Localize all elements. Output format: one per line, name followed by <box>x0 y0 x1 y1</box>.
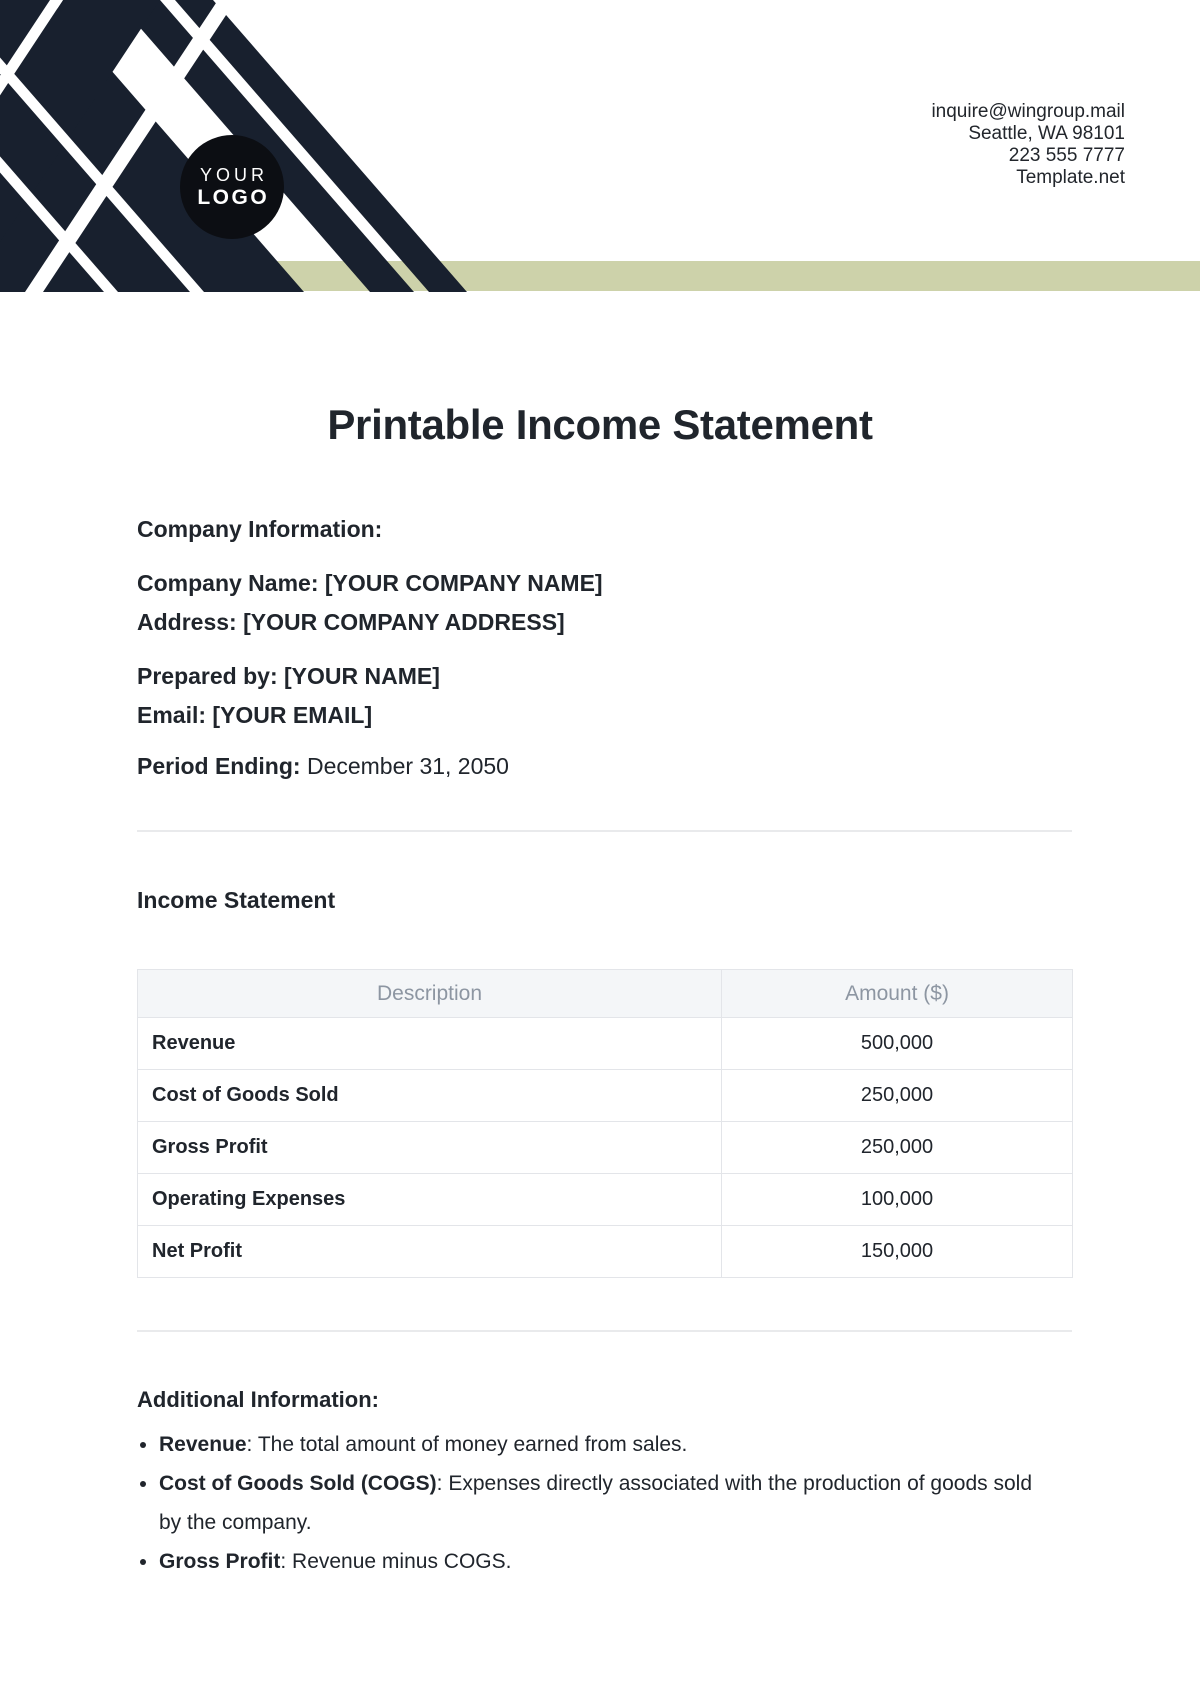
divider-top <box>137 830 1072 832</box>
contact-email: inquire@wingroup.mail <box>931 101 1125 122</box>
prepared-by-label: Prepared by: <box>137 663 278 689</box>
email-line <box>137 701 1072 729</box>
table-row <box>138 1070 1073 1122</box>
row-amount: 500,000 <box>722 1018 1073 1070</box>
bullet-text: : Revenue minus COGS. <box>280 1550 512 1573</box>
additional-info-heading: Additional Information: <box>137 1387 379 1412</box>
column-header-amount: Amount ($) <box>722 970 1073 1018</box>
table-row <box>138 1018 1073 1070</box>
bullet-term: Cost of Goods Sold (COGS) <box>159 1472 437 1495</box>
row-amount: 250,000 <box>722 1070 1073 1122</box>
row-amount: 100,000 <box>722 1174 1073 1226</box>
period-ending-label: Period Ending: <box>137 753 301 779</box>
logo-text-logo: LOGO <box>197 185 270 209</box>
company-info-heading: Company Information: <box>137 516 383 542</box>
period-ending-line <box>137 752 1072 780</box>
additional-info-section <box>137 1386 1072 1581</box>
income-statement-heading: Income Statement <box>137 887 336 913</box>
row-amount: 250,000 <box>722 1122 1073 1174</box>
list-item <box>137 1542 1032 1581</box>
bullet-text: : Expenses directly associated with the production of goods sold by the company. <box>159 1472 1032 1534</box>
period-ending-value: December 31, 2050 <box>306 753 509 779</box>
email-value: [YOUR EMAIL] <box>212 702 373 728</box>
company-address-value: [YOUR COMPANY ADDRESS] <box>243 609 565 635</box>
table-row <box>138 1226 1073 1278</box>
row-description: Operating Expenses <box>138 1174 722 1226</box>
row-description: Revenue <box>138 1018 722 1070</box>
document-title: Printable Income Statement <box>327 401 873 448</box>
contact-website: Template.net <box>1016 167 1125 188</box>
company-address-line <box>137 608 1072 636</box>
additional-info-list <box>137 1425 1032 1581</box>
row-description: Net Profit <box>138 1226 722 1278</box>
bullet-text: : The total amount of money earned from sales. <box>246 1433 688 1456</box>
bullet-term: Revenue <box>159 1433 247 1456</box>
company-name-label: Company Name: <box>137 570 319 596</box>
row-description: Gross Profit <box>138 1122 722 1174</box>
list-item <box>137 1425 1032 1464</box>
email-label: Email: <box>137 702 207 728</box>
logo-text-your: YOUR <box>199 164 268 185</box>
column-header-description: Description <box>138 970 722 1018</box>
list-item <box>137 1464 1032 1542</box>
prepared-by-value: [YOUR NAME] <box>284 663 440 689</box>
contact-block <box>931 101 1125 189</box>
company-name-line <box>137 569 1072 597</box>
company-address-label: Address: <box>137 609 237 635</box>
bullet-icon <box>140 1559 146 1565</box>
contact-phone: 223 555 7777 <box>1008 145 1125 166</box>
row-amount: 150,000 <box>722 1226 1073 1278</box>
company-name-value: [YOUR COMPANY NAME] <box>324 570 603 596</box>
bullet-term: Gross Profit <box>159 1550 281 1573</box>
table-header-row <box>138 970 1073 1018</box>
table-row <box>138 1122 1073 1174</box>
income-statement-table <box>137 969 1073 1278</box>
bullet-icon <box>140 1442 146 1448</box>
contact-address: Seattle, WA 98101 <box>968 123 1125 144</box>
table-row <box>138 1174 1073 1226</box>
row-description: Cost of Goods Sold <box>138 1070 722 1122</box>
prepared-by-line <box>137 662 1072 690</box>
logo-badge <box>180 135 284 239</box>
divider-bottom <box>137 1330 1072 1332</box>
company-info-section <box>137 515 1072 780</box>
bullet-icon <box>140 1481 146 1487</box>
